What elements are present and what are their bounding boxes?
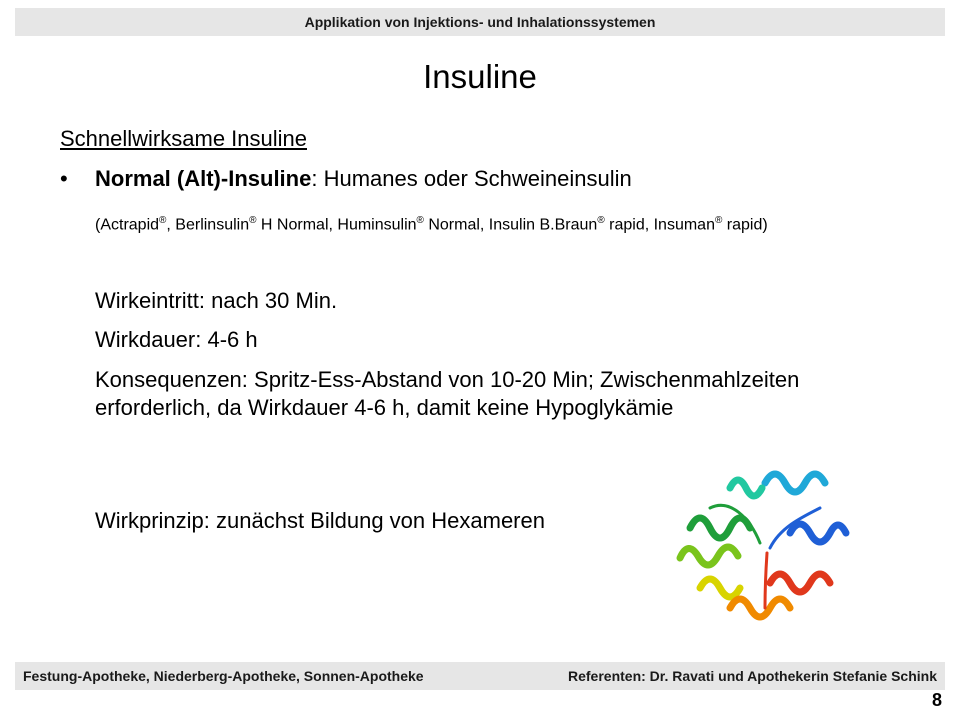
product-text: Normal, Insulin B.Braun bbox=[423, 216, 598, 234]
bullet-text bbox=[95, 166, 632, 192]
onset-text: Wirkeintritt: nach 30 Min. bbox=[95, 288, 338, 313]
footer-right-text: Referenten: Dr. Ravati und Apothekerin Stefanie Schink bbox=[567, 668, 937, 684]
page-number: 8 bbox=[931, 690, 942, 710]
bullet-item bbox=[60, 166, 632, 192]
helix-lime bbox=[680, 547, 738, 565]
duration-text: Wirkdauer: 4-6 h bbox=[95, 327, 258, 352]
footer-bar bbox=[15, 662, 945, 690]
bullet-rest-text: : Humanes oder Schweineinsulin bbox=[311, 166, 632, 191]
registered-mark: ® bbox=[249, 215, 257, 226]
header-bar bbox=[15, 8, 945, 36]
principle-text: Wirkprinzip: zunächst Bildung von Hexameren bbox=[95, 508, 545, 533]
loop-red bbox=[765, 553, 767, 608]
registered-mark: ® bbox=[416, 215, 424, 226]
insulin-hexamer-image bbox=[670, 458, 860, 633]
helix-cyan bbox=[765, 474, 825, 492]
product-text: (Actrapid bbox=[95, 216, 160, 234]
product-list bbox=[95, 208, 875, 238]
helix-red bbox=[770, 574, 830, 592]
bullet-bold-text: Normal (Alt)-Insuline bbox=[95, 166, 312, 191]
helix-teal bbox=[730, 480, 762, 496]
slide-title: Insuline bbox=[423, 58, 537, 95]
header-title: Applikation von Injektions- und Inhalationssystemen bbox=[304, 14, 656, 30]
registered-mark: ® bbox=[159, 215, 167, 226]
bullet-marker: • bbox=[60, 166, 68, 191]
registered-mark: ® bbox=[714, 215, 723, 226]
footer-left-text: Festung-Apotheke, Niederberg-Apotheke, Sonnen-Apotheke bbox=[23, 668, 424, 684]
product-text: H Normal, Huminsulin bbox=[256, 216, 417, 234]
helix-yellow bbox=[700, 579, 740, 597]
product-text: rapid, Insuman bbox=[604, 216, 715, 234]
product-text: rapid) bbox=[722, 216, 768, 234]
helix-orange bbox=[730, 599, 790, 617]
helix-blue bbox=[790, 524, 846, 542]
product-text: , Berlinsulin bbox=[166, 216, 250, 234]
helix-green bbox=[690, 518, 750, 538]
slide-subtitle: Schnellwirksame Insuline bbox=[60, 126, 307, 151]
registered-mark: ® bbox=[597, 215, 605, 226]
consequences-text: Konsequenzen: Spritz-Ess-Abstand von 10-20 Min; Zwischenmahlzeiten erforderlich, da Wirkdauer 4-6 h, damit keine Hypoglykämie bbox=[95, 367, 800, 420]
